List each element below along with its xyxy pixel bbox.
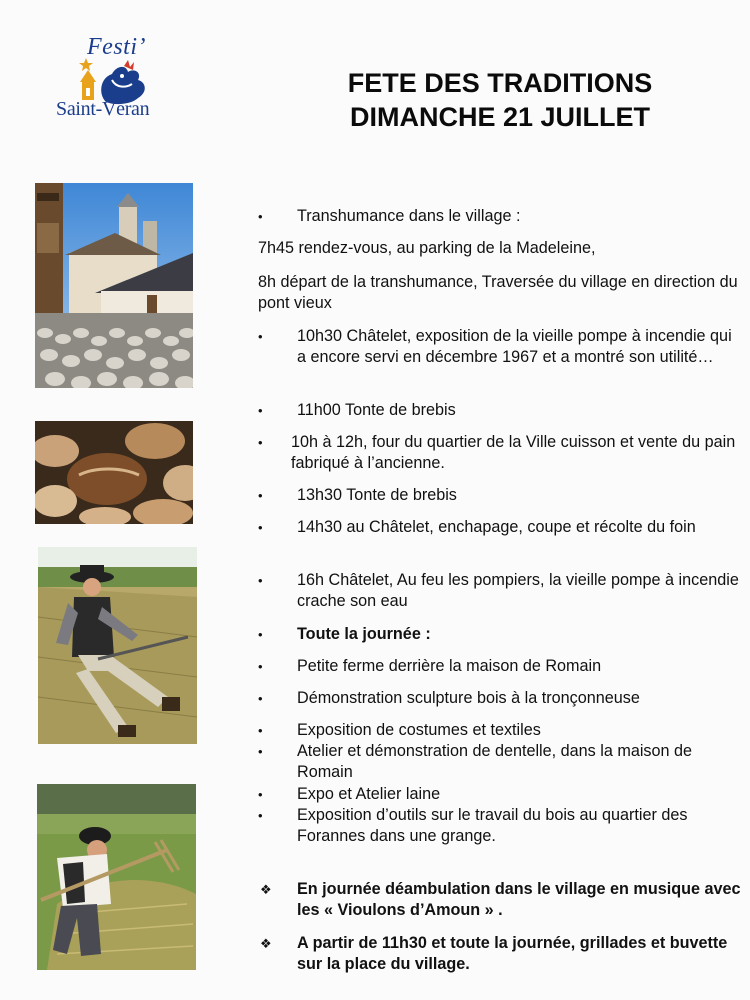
bullet-icon: • bbox=[258, 787, 263, 802]
man-sharpening-scythe-photo bbox=[38, 547, 197, 744]
bullet-icon: • bbox=[258, 329, 263, 344]
bread-loaves-photo bbox=[35, 421, 193, 524]
diamond-bullet-icon: ❖ bbox=[260, 882, 272, 897]
page-title bbox=[300, 66, 700, 134]
bullet-icon: • bbox=[258, 659, 263, 674]
bullet-icon: • bbox=[258, 744, 263, 759]
logo-text-festi: Festi’ bbox=[87, 34, 146, 60]
diamond-bullet-icon: ❖ bbox=[260, 936, 272, 951]
village-church-sheep-photo bbox=[35, 183, 193, 388]
man-raking-hay-photo bbox=[37, 784, 196, 970]
bullet-icon: • bbox=[258, 520, 263, 535]
bullet-icon: • bbox=[258, 723, 263, 738]
bullet-icon: • bbox=[258, 573, 263, 588]
bullet-icon: • bbox=[258, 691, 263, 706]
bullet-icon: • bbox=[258, 403, 263, 418]
festival-logo bbox=[52, 34, 177, 126]
bullet-icon: • bbox=[258, 627, 263, 642]
bullet-icon: • bbox=[258, 209, 263, 224]
title-line-2: DIMANCHE 21 JUILLET bbox=[349, 102, 651, 132]
bullet-icon: • bbox=[258, 488, 263, 503]
logo-text-saint-veran: Saint-Véran bbox=[56, 98, 150, 120]
bullet-icon: • bbox=[258, 435, 263, 450]
bullet-icon: • bbox=[258, 808, 263, 823]
title-line-1: FETE DES TRADITIONS bbox=[347, 68, 653, 98]
